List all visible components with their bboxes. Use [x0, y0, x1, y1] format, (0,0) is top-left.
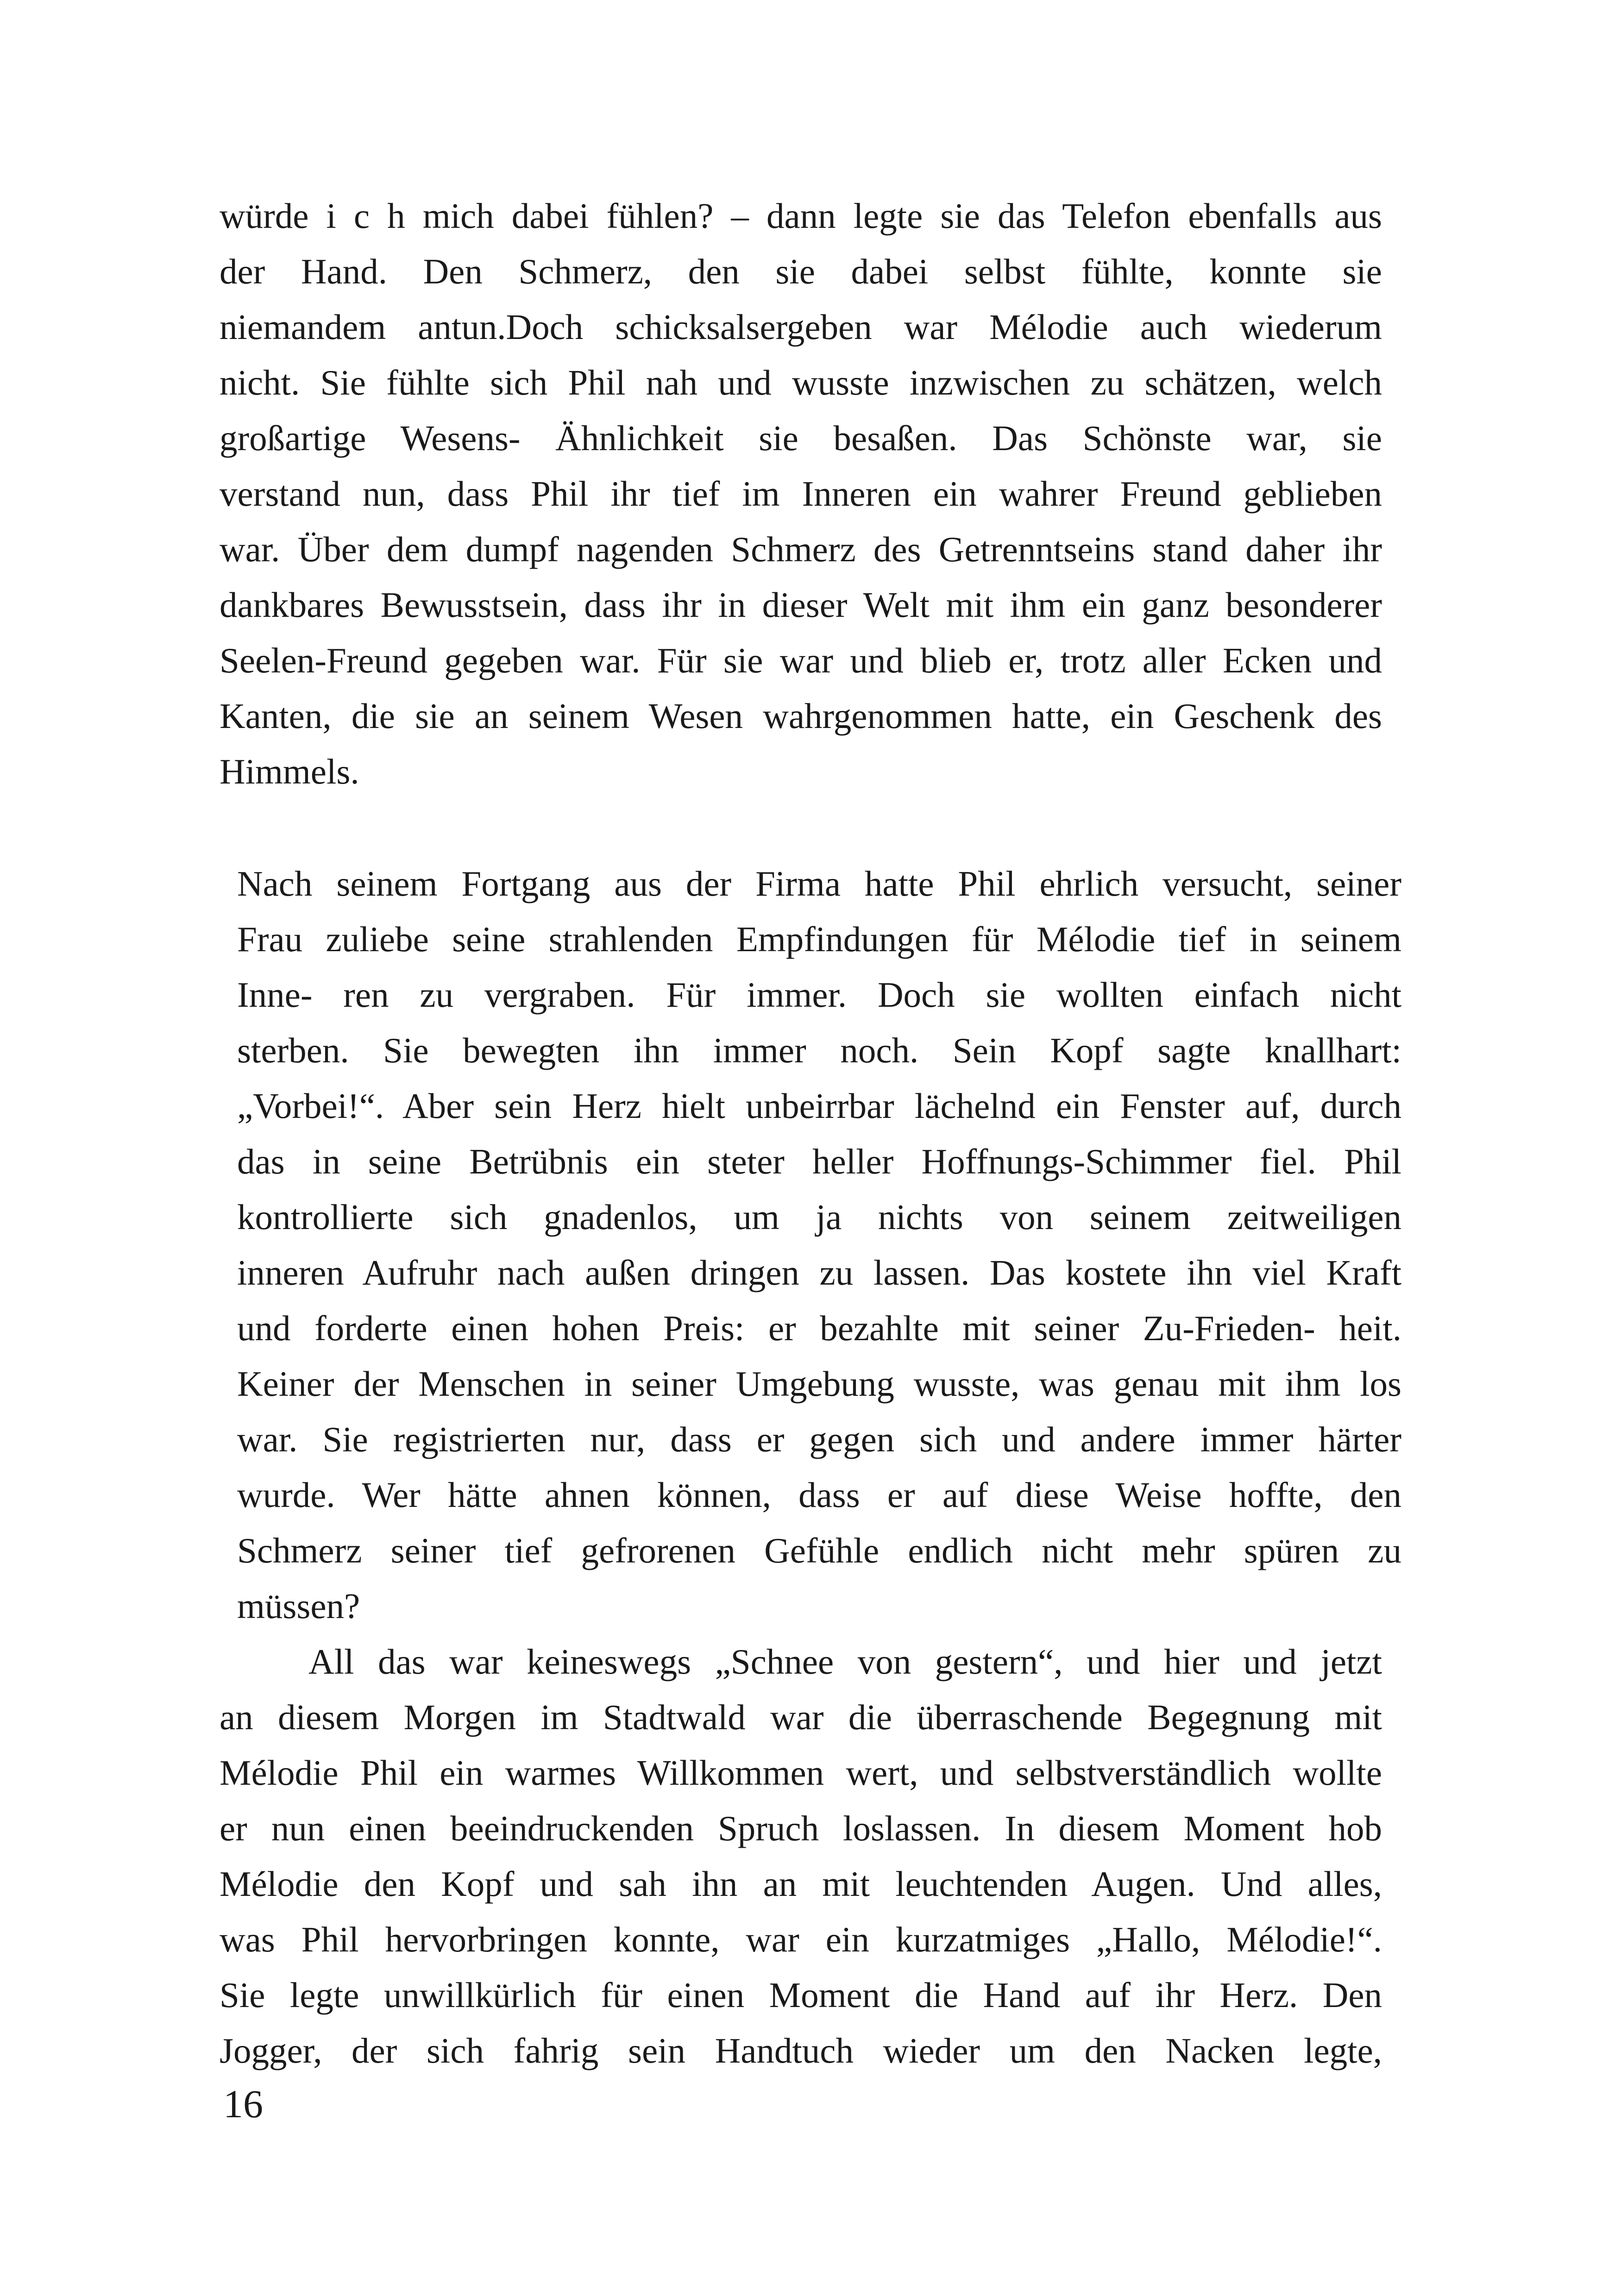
- text-line: Himmels.: [220, 752, 359, 791]
- text-line: Frau zuliebe seine strahlenden Empfindungen für Mélodie tief in seinem: [237, 919, 1401, 959]
- text-line: Nach seinem Fortgang aus der Firma hatte Phil ehrlich versucht, seiner: [237, 864, 1401, 903]
- text-line: der Hand. Den Schmerz, den sie dabei selbst fühlte, konnte sie: [220, 251, 1382, 291]
- text-line: kontrollierte sich gnadenlos, um ja nichts von seinem zeitweiligen: [237, 1197, 1401, 1237]
- text-line: dankbares Bewusstsein, dass ihr in dieser Welt mit ihm ein ganz besonderer: [220, 585, 1382, 625]
- text-line: war. Sie registrierten nur, dass er gegen sich und andere immer härter: [237, 1419, 1401, 1459]
- text-line: müssen?: [237, 1586, 360, 1626]
- text-line: All das war keineswegs „Schnee von gestern“, und hier und jetzt: [308, 1642, 1382, 1681]
- text-line: was Phil hervorbringen konnte, war ein kurzatmiges „Hallo, Mélodie!“.: [220, 1920, 1382, 1959]
- text-line: Sie legte unwillkürlich für einen Moment die Hand auf ihr Herz. Den: [220, 1975, 1382, 2015]
- text-line: Schmerz seiner tief gefrorenen Gefühle endlich nicht mehr spüren zu: [237, 1531, 1401, 1570]
- text-line: Kanten, die sie an seinem Wesen wahrgenommen hatte, ein Geschenk des: [220, 696, 1382, 736]
- text-line: verstand nun, dass Phil ihr tief im Inneren ein wahrer Freund geblieben: [220, 474, 1382, 514]
- text-line: Jogger, der sich fahrig sein Handtuch wieder um den Nacken legte,: [220, 2031, 1382, 2070]
- text-line: war. Über dem dumpf nagenden Schmerz des Getrenntseins stand daher ihr: [220, 529, 1382, 569]
- page-number: 16: [223, 2082, 263, 2126]
- text-line: das in seine Betrübnis ein steter heller Hoffnungs-Schimmer fiel. Phil: [237, 1142, 1401, 1181]
- text-line: er nun einen beeindruckenden Spruch loslassen. In diesem Moment hob: [220, 1808, 1382, 1848]
- text-line: „Vorbei!“. Aber sein Herz hielt unbeirrbar lächelnd ein Fenster auf, durch: [237, 1086, 1401, 1126]
- text-line: sterben. Sie bewegten ihn immer noch. Sein Kopf sagte knallhart:: [237, 1030, 1401, 1070]
- text-line: großartige Wesens- Ähnlichkeit sie besaßen. Das Schönste war, sie: [220, 418, 1382, 458]
- text-line: Inne- ren zu vergraben. Für immer. Doch sie wollten einfach nicht: [237, 975, 1401, 1015]
- text-line: und forderte einen hohen Preis: er bezahlte mit seiner Zu-Frieden- heit.: [237, 1308, 1401, 1348]
- text-line: würde i c h mich dabei fühlen? – dann legte sie das Telefon ebenfalls aus: [220, 196, 1382, 236]
- text-line: Mélodie Phil ein warmes Willkommen wert, und selbstverständlich wollte: [220, 1753, 1382, 1793]
- text-line: Keiner der Menschen in seiner Umgebung wusste, was genau mit ihm los: [237, 1364, 1401, 1404]
- text-line: nicht. Sie fühlte sich Phil nah und wusste inzwischen zu schätzen, welch: [220, 363, 1382, 402]
- text-line: Seelen-Freund gegeben war. Für sie war und blieb er, trotz aller Ecken und: [220, 640, 1382, 680]
- text-line: an diesem Morgen im Stadtwald war die überraschende Begegnung mit: [220, 1697, 1382, 1737]
- text-line: inneren Aufruhr nach außen dringen zu lassen. Das kostete ihn viel Kraft: [237, 1253, 1401, 1292]
- text-line: niemandem antun.Doch schicksalsergeben war Mélodie auch wiederum: [220, 307, 1382, 347]
- text-line: Mélodie den Kopf und sah ihn an mit leuchtenden Augen. Und alles,: [220, 1864, 1382, 1904]
- text-line: wurde. Wer hätte ahnen können, dass er auf diese Weise hoffte, den: [237, 1475, 1401, 1515]
